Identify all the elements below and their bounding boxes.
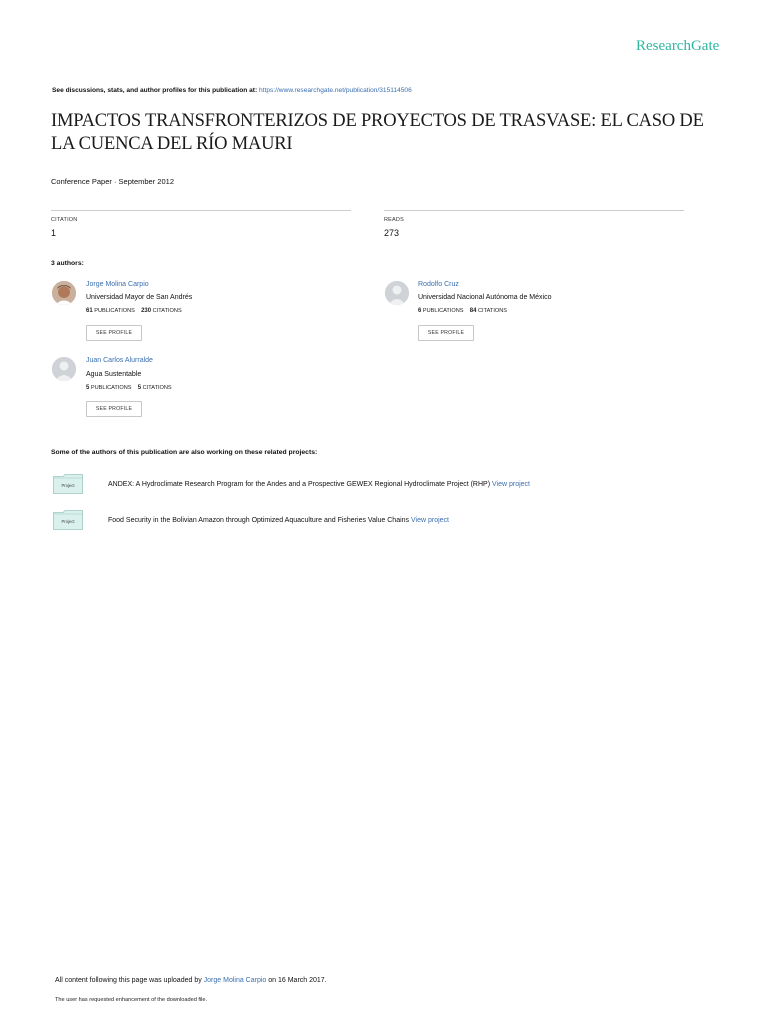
project-folder-icon — [53, 510, 83, 530]
related-projects-heading: Some of the authors of this publication are also working on these related projects: — [51, 449, 318, 456]
intro-prefix: See discussions, stats, and author profiles for this publication at: — [52, 87, 260, 94]
publications-count: 6 — [418, 308, 422, 314]
divider-citation — [51, 210, 351, 211]
citations-label: CITATIONS — [478, 308, 508, 314]
citations-label: CITATIONS — [152, 308, 182, 314]
author-stats — [86, 308, 182, 314]
author-institution: Agua Sustentable — [86, 371, 142, 378]
author-name-link[interactable]: Rodolfo Cruz — [418, 281, 459, 288]
project-icon-label: Project — [61, 483, 75, 488]
publications-count: 61 — [86, 308, 93, 314]
default-user-icon — [52, 357, 76, 381]
project-title: Food Security in the Bolivian Amazon through Optimized Aquaculture and Fisheries Value Chains — [108, 517, 411, 524]
author-stats — [86, 385, 172, 391]
publications-label: PUBLICATIONS — [90, 385, 132, 391]
see-profile-button[interactable]: SEE PROFILE — [86, 325, 142, 341]
enhancement-note: The user has requested enhancement of the downloaded file. — [55, 997, 208, 1003]
author-name-link[interactable]: Juan Carlos Alurralde — [86, 357, 153, 364]
intro-line — [52, 87, 412, 94]
citation-count: 1 — [51, 228, 57, 238]
publication-title: IMPACTOS TRANSFRONTERIZOS DE PROYECTOS DE TRASVASE: EL CASO DE LA CUENCA DEL RÍO MAURI — [51, 111, 704, 154]
citations-count: 230 — [141, 308, 152, 314]
citation-label: CITATION — [51, 217, 78, 223]
author-institution: Universidad Mayor de San Andrés — [86, 294, 193, 301]
publication-meta: Conference Paper · September 2012 — [51, 177, 174, 186]
uploader-link[interactable]: Jorge Molina Carpio — [203, 977, 267, 984]
reads-count: 273 — [384, 228, 400, 238]
author-avatar-placeholder[interactable] — [385, 281, 409, 305]
default-user-icon — [385, 281, 409, 305]
footer-prefix: All content following this page was uploaded by — [55, 977, 204, 984]
view-project-link[interactable]: View project — [410, 517, 449, 524]
author-avatar-photo[interactable] — [52, 281, 76, 305]
project-item — [108, 481, 530, 488]
citations-count: 5 — [137, 385, 142, 391]
person-photo-icon — [52, 281, 76, 305]
researchgate-logo[interactable]: ResearchGate — [636, 38, 720, 54]
project-item — [108, 517, 449, 524]
project-icon-label: Project — [61, 519, 75, 524]
see-profile-button[interactable]: SEE PROFILE — [86, 401, 142, 417]
publication-url-link[interactable]: https://www.researchgate.net/publication/315114506 — [259, 87, 412, 94]
author-institution: Universidad Nacional Autónoma de México — [418, 294, 552, 301]
citations-label: CITATIONS — [142, 385, 172, 391]
publications-count: 5 — [86, 385, 90, 391]
view-project-link[interactable]: View project — [492, 481, 531, 488]
divider-reads — [384, 210, 684, 211]
author-stats — [418, 308, 507, 314]
footer-suffix: on 16 March 2017. — [266, 977, 327, 984]
see-profile-button[interactable]: SEE PROFILE — [418, 325, 474, 341]
publications-label: PUBLICATIONS — [422, 308, 464, 314]
project-folder-icon — [53, 474, 83, 494]
citations-count: 84 — [469, 308, 477, 314]
project-title: ANDEX: A Hydroclimate Research Program for the Andes and a Prospective GEWEX Regional Hydroclimate Project (RHP) — [108, 481, 492, 488]
author-avatar-placeholder[interactable] — [52, 357, 76, 381]
authors-heading: 3 authors: — [51, 260, 84, 267]
author-name-link[interactable]: Jorge Molina Carpio — [86, 281, 149, 288]
publications-label: PUBLICATIONS — [94, 308, 135, 314]
reads-label: READS — [384, 217, 404, 223]
upload-footer — [55, 977, 327, 984]
